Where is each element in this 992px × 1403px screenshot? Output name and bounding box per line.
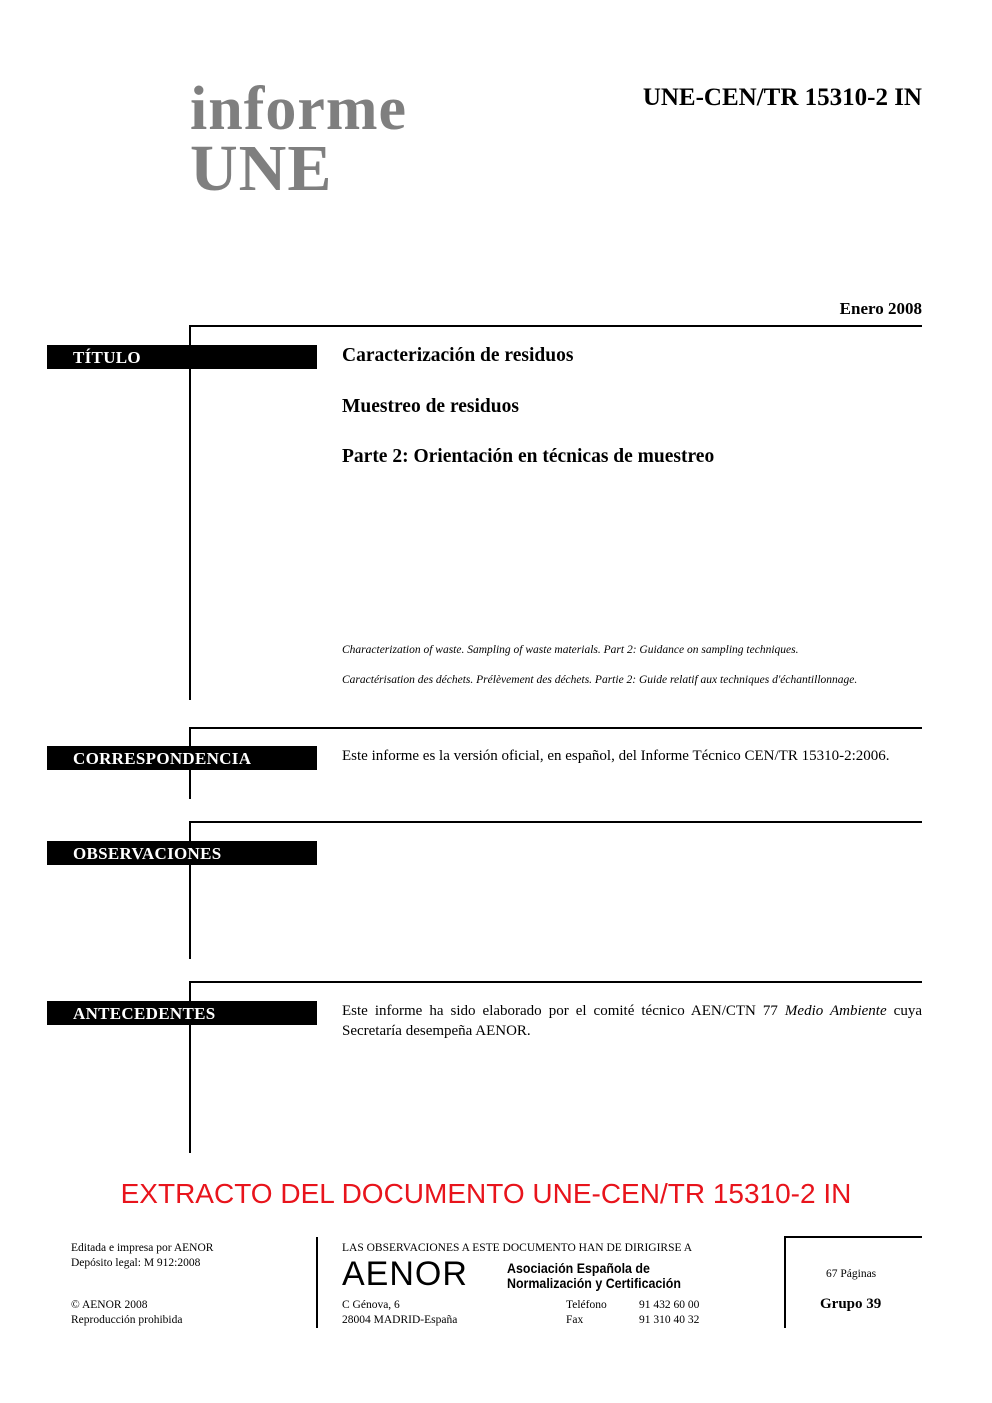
address-city: 28004 MADRID-España (342, 1314, 458, 1326)
fax-number: 91 310 40 32 (639, 1314, 700, 1326)
phone-number: 91 432 60 00 (639, 1299, 700, 1311)
section-vertical-rule-titulo (189, 325, 191, 700)
antecedentes-text-start: Este informe ha sido elaborado por el comité técnico AEN/CTN 77 (342, 1003, 785, 1019)
observations-notice: LAS OBSERVACIONES A ESTE DOCUMENTO HAN DE DIRIGIRSE A (342, 1242, 693, 1254)
antecedentes-text-end: cuya Secretaría desempeña AENOR. (342, 1003, 922, 1039)
label-antecedentes: ANTECEDENTES (47, 1001, 317, 1025)
copyright: © AENOR 2008 (71, 1299, 148, 1311)
aenor-name-line-2: Normalización y Certificación (507, 1276, 681, 1291)
committee-name: Medio Ambiente (784, 1003, 887, 1019)
correspondencia-text: Este informe es la versión oficial, en español, del Informe Técnico CEN/TR 15310-2:2006. (342, 748, 890, 764)
label-titulo: TÍTULO (47, 345, 317, 369)
title-line-1: Caracterización de residuos (342, 345, 574, 366)
footer-divider (316, 1237, 318, 1328)
phone-label: Teléfono (566, 1299, 607, 1311)
title-line-3: Parte 2: Orientación en técnicas de muestreo (342, 446, 715, 467)
page-count: 67 Páginas (826, 1268, 877, 1280)
legal-deposit: Depósito legal: M 912:2008 (71, 1257, 201, 1269)
section-divider-observaciones (189, 821, 922, 823)
publication-date: Enero 2008 (839, 299, 922, 318)
english-title: Characterization of waste. Sampling of waste materials. Part 2: Guidance on sampling techniques. (342, 644, 799, 656)
logo-une-text: UNE (190, 132, 333, 205)
aenor-name-line-1: Asociación Española de (507, 1261, 650, 1276)
aenor-full-name (507, 1261, 681, 1291)
edited-by: Editada e impresa por AENOR (71, 1242, 214, 1254)
logo-informe-text: informe (190, 75, 408, 143)
fax-label: Fax (566, 1314, 584, 1326)
label-correspondencia: CORRESPONDENCIA (47, 746, 317, 770)
section-divider-antecedentes (189, 981, 922, 983)
price-group: Grupo 39 (820, 1296, 882, 1312)
section-divider-correspondencia (189, 727, 922, 729)
document-code: UNE-CEN/TR 15310-2 IN (642, 84, 922, 111)
aenor-logo: AENOR (342, 1255, 468, 1293)
label-observaciones: OBSERVACIONES (47, 841, 317, 865)
title-line-2: Muestreo de residuos (342, 396, 519, 417)
extract-notice: EXTRACTO DEL DOCUMENTO UNE-CEN/TR 15310-2 IN (120, 1178, 852, 1209)
reproduction-notice: Reproducción prohibida (71, 1314, 183, 1326)
section-divider-titulo (189, 325, 922, 327)
antecedentes-text (342, 1001, 922, 1041)
french-title: Caractérisation des déchets. Prélèvement des déchets. Partie 2: Guide relatif aux techniques d'échantillonnage. (342, 674, 858, 686)
address-street: C Génova, 6 (342, 1299, 400, 1311)
pages-box (784, 1236, 922, 1328)
